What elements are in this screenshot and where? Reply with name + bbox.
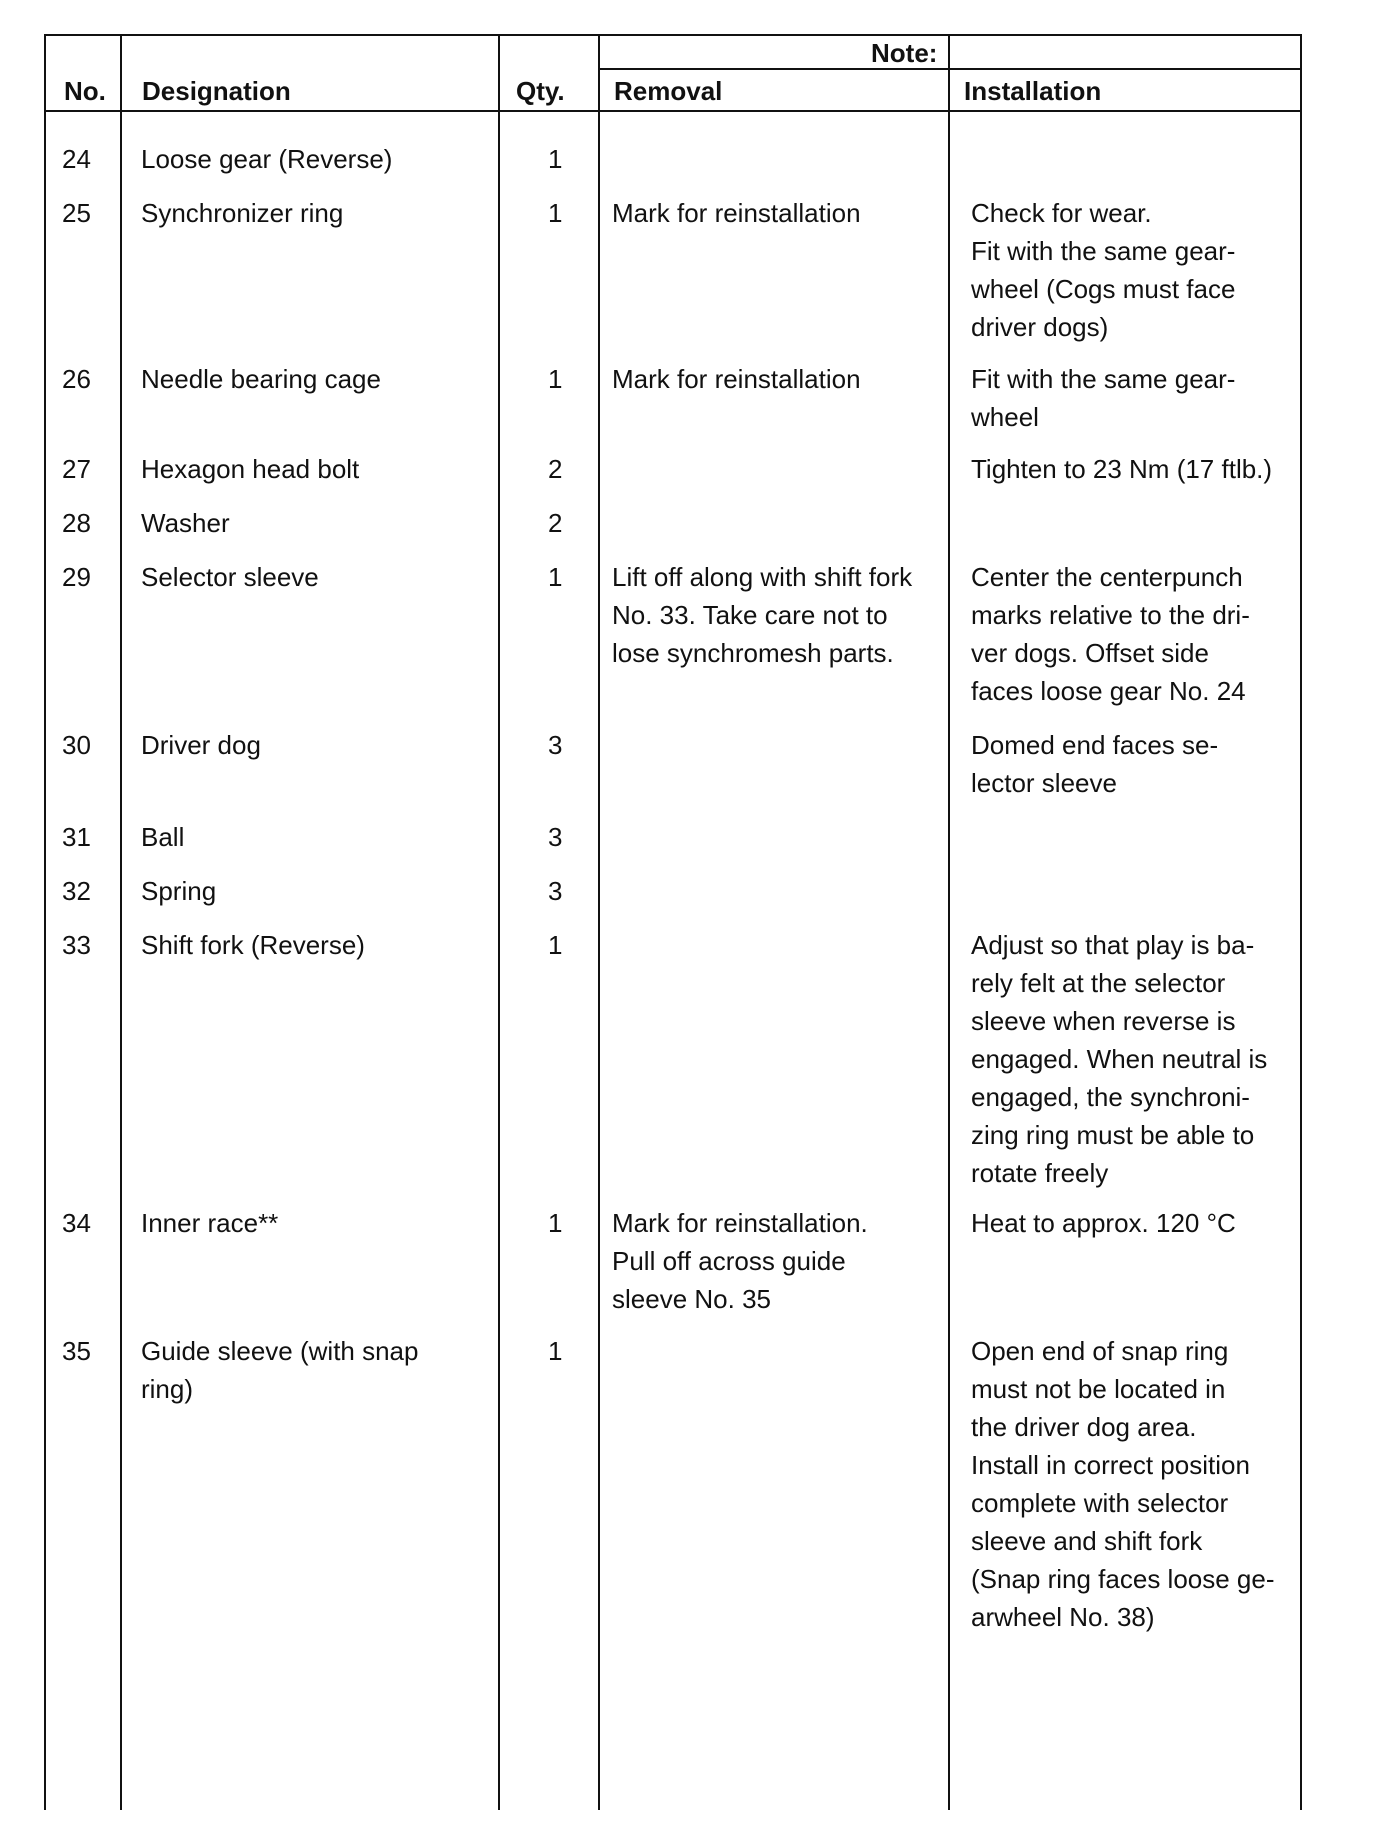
row-removal: Mark for reinstallation <box>612 198 861 228</box>
row-qty: 1 <box>548 364 563 394</box>
divider-no-designation <box>120 34 122 1810</box>
row-no: 26 <box>62 364 91 394</box>
row-removal: Mark for reinstallation. <box>612 1208 868 1238</box>
row-removal: Pull off across guide <box>612 1246 846 1276</box>
note-underline <box>600 68 1302 70</box>
row-designation: Inner race** <box>141 1208 279 1238</box>
row-no: 35 <box>62 1336 91 1366</box>
row-removal: No. 33. Take care not to <box>612 600 888 630</box>
row-installation: marks relative to the dri- <box>971 600 1250 630</box>
row-installation: (Snap ring faces loose ge- <box>971 1564 1275 1594</box>
row-installation: zing ring must be able to <box>971 1120 1255 1150</box>
row-installation: complete with selector <box>971 1488 1229 1518</box>
row-no: 30 <box>62 730 91 760</box>
row-qty: 2 <box>548 454 563 484</box>
header-qty: Qty. <box>516 76 565 106</box>
row-installation: Center the centerpunch <box>971 562 1243 592</box>
row-designation: Driver dog <box>141 730 261 760</box>
header-note: Note: <box>871 38 938 68</box>
row-installation: lector sleeve <box>971 768 1117 798</box>
row-qty: 1 <box>548 1208 563 1238</box>
row-qty: 1 <box>548 562 563 592</box>
row-removal: Lift off along with shift fork <box>612 562 913 592</box>
row-installation: Fit with the same gear- <box>971 236 1236 266</box>
border-left <box>44 34 46 1810</box>
row-removal: Mark for reinstallation <box>612 364 861 394</box>
divider-qty-removal <box>598 34 600 1810</box>
table-top-border <box>44 34 1302 36</box>
row-no: 24 <box>62 144 91 174</box>
header-bottom-border <box>44 110 1302 112</box>
header-installation: Installation <box>964 76 1102 106</box>
row-qty: 3 <box>548 730 563 760</box>
row-designation: ring) <box>141 1374 194 1404</box>
row-no: 31 <box>62 822 91 852</box>
row-installation: Domed end faces se- <box>971 730 1219 760</box>
row-no: 27 <box>62 454 91 484</box>
row-qty: 1 <box>548 144 563 174</box>
divider-designation-qty <box>498 34 500 1810</box>
header-removal: Removal <box>614 76 723 106</box>
row-no: 34 <box>62 1208 91 1238</box>
border-right <box>1300 34 1302 1810</box>
row-designation: Loose gear (Reverse) <box>141 144 393 174</box>
row-installation: arwheel No. 38) <box>971 1602 1155 1632</box>
row-installation: Fit with the same gear- <box>971 364 1236 394</box>
row-designation: Guide sleeve (with snap <box>141 1336 419 1366</box>
row-no: 32 <box>62 876 91 906</box>
row-qty: 1 <box>548 1336 563 1366</box>
row-installation: must not be located in <box>971 1374 1226 1404</box>
row-designation: Shift fork (Reverse) <box>141 930 365 960</box>
row-no: 29 <box>62 562 91 592</box>
row-removal: lose synchromesh parts. <box>612 638 894 668</box>
row-installation: the driver dog area. <box>971 1412 1197 1442</box>
row-installation: Tighten to 23 Nm (17 ftlb.) <box>971 454 1273 484</box>
divider-removal-installation <box>948 34 950 1810</box>
row-designation: Selector sleeve <box>141 562 319 592</box>
row-installation: driver dogs) <box>971 312 1109 342</box>
row-installation: Adjust so that play is ba- <box>971 930 1255 960</box>
row-installation: Install in correct position <box>971 1450 1250 1480</box>
row-installation: engaged, the synchroni- <box>971 1082 1250 1112</box>
row-designation: Spring <box>141 876 217 906</box>
row-no: 25 <box>62 198 91 228</box>
row-qty: 3 <box>548 822 563 852</box>
header-designation: Designation <box>142 76 291 106</box>
row-qty: 1 <box>548 198 563 228</box>
row-installation: wheel (Cogs must face <box>971 274 1236 304</box>
row-installation: Open end of snap ring <box>971 1336 1229 1366</box>
row-installation: rely felt at the selector <box>971 968 1226 998</box>
row-removal: sleeve No. 35 <box>612 1284 771 1314</box>
row-installation: Heat to approx. 120 °C <box>971 1208 1236 1238</box>
row-designation: Ball <box>141 822 185 852</box>
row-designation: Hexagon head bolt <box>141 454 360 484</box>
row-qty: 1 <box>548 930 563 960</box>
row-no: 28 <box>62 508 91 538</box>
row-qty: 3 <box>548 876 563 906</box>
row-installation: engaged. When neutral is <box>971 1044 1268 1074</box>
row-designation: Washer <box>141 508 230 538</box>
row-designation: Synchronizer ring <box>141 198 344 228</box>
row-installation: Check for wear. <box>971 198 1152 228</box>
row-installation: rotate freely <box>971 1158 1109 1188</box>
row-installation: sleeve and shift fork <box>971 1526 1203 1556</box>
header-no: No. <box>64 76 106 106</box>
row-designation: Needle bearing cage <box>141 364 381 394</box>
row-installation: wheel <box>971 402 1039 432</box>
row-installation: sleeve when reverse is <box>971 1006 1236 1036</box>
row-installation: faces loose gear No. 24 <box>971 676 1246 706</box>
row-no: 33 <box>62 930 91 960</box>
row-installation: ver dogs. Offset side <box>971 638 1209 668</box>
row-qty: 2 <box>548 508 563 538</box>
